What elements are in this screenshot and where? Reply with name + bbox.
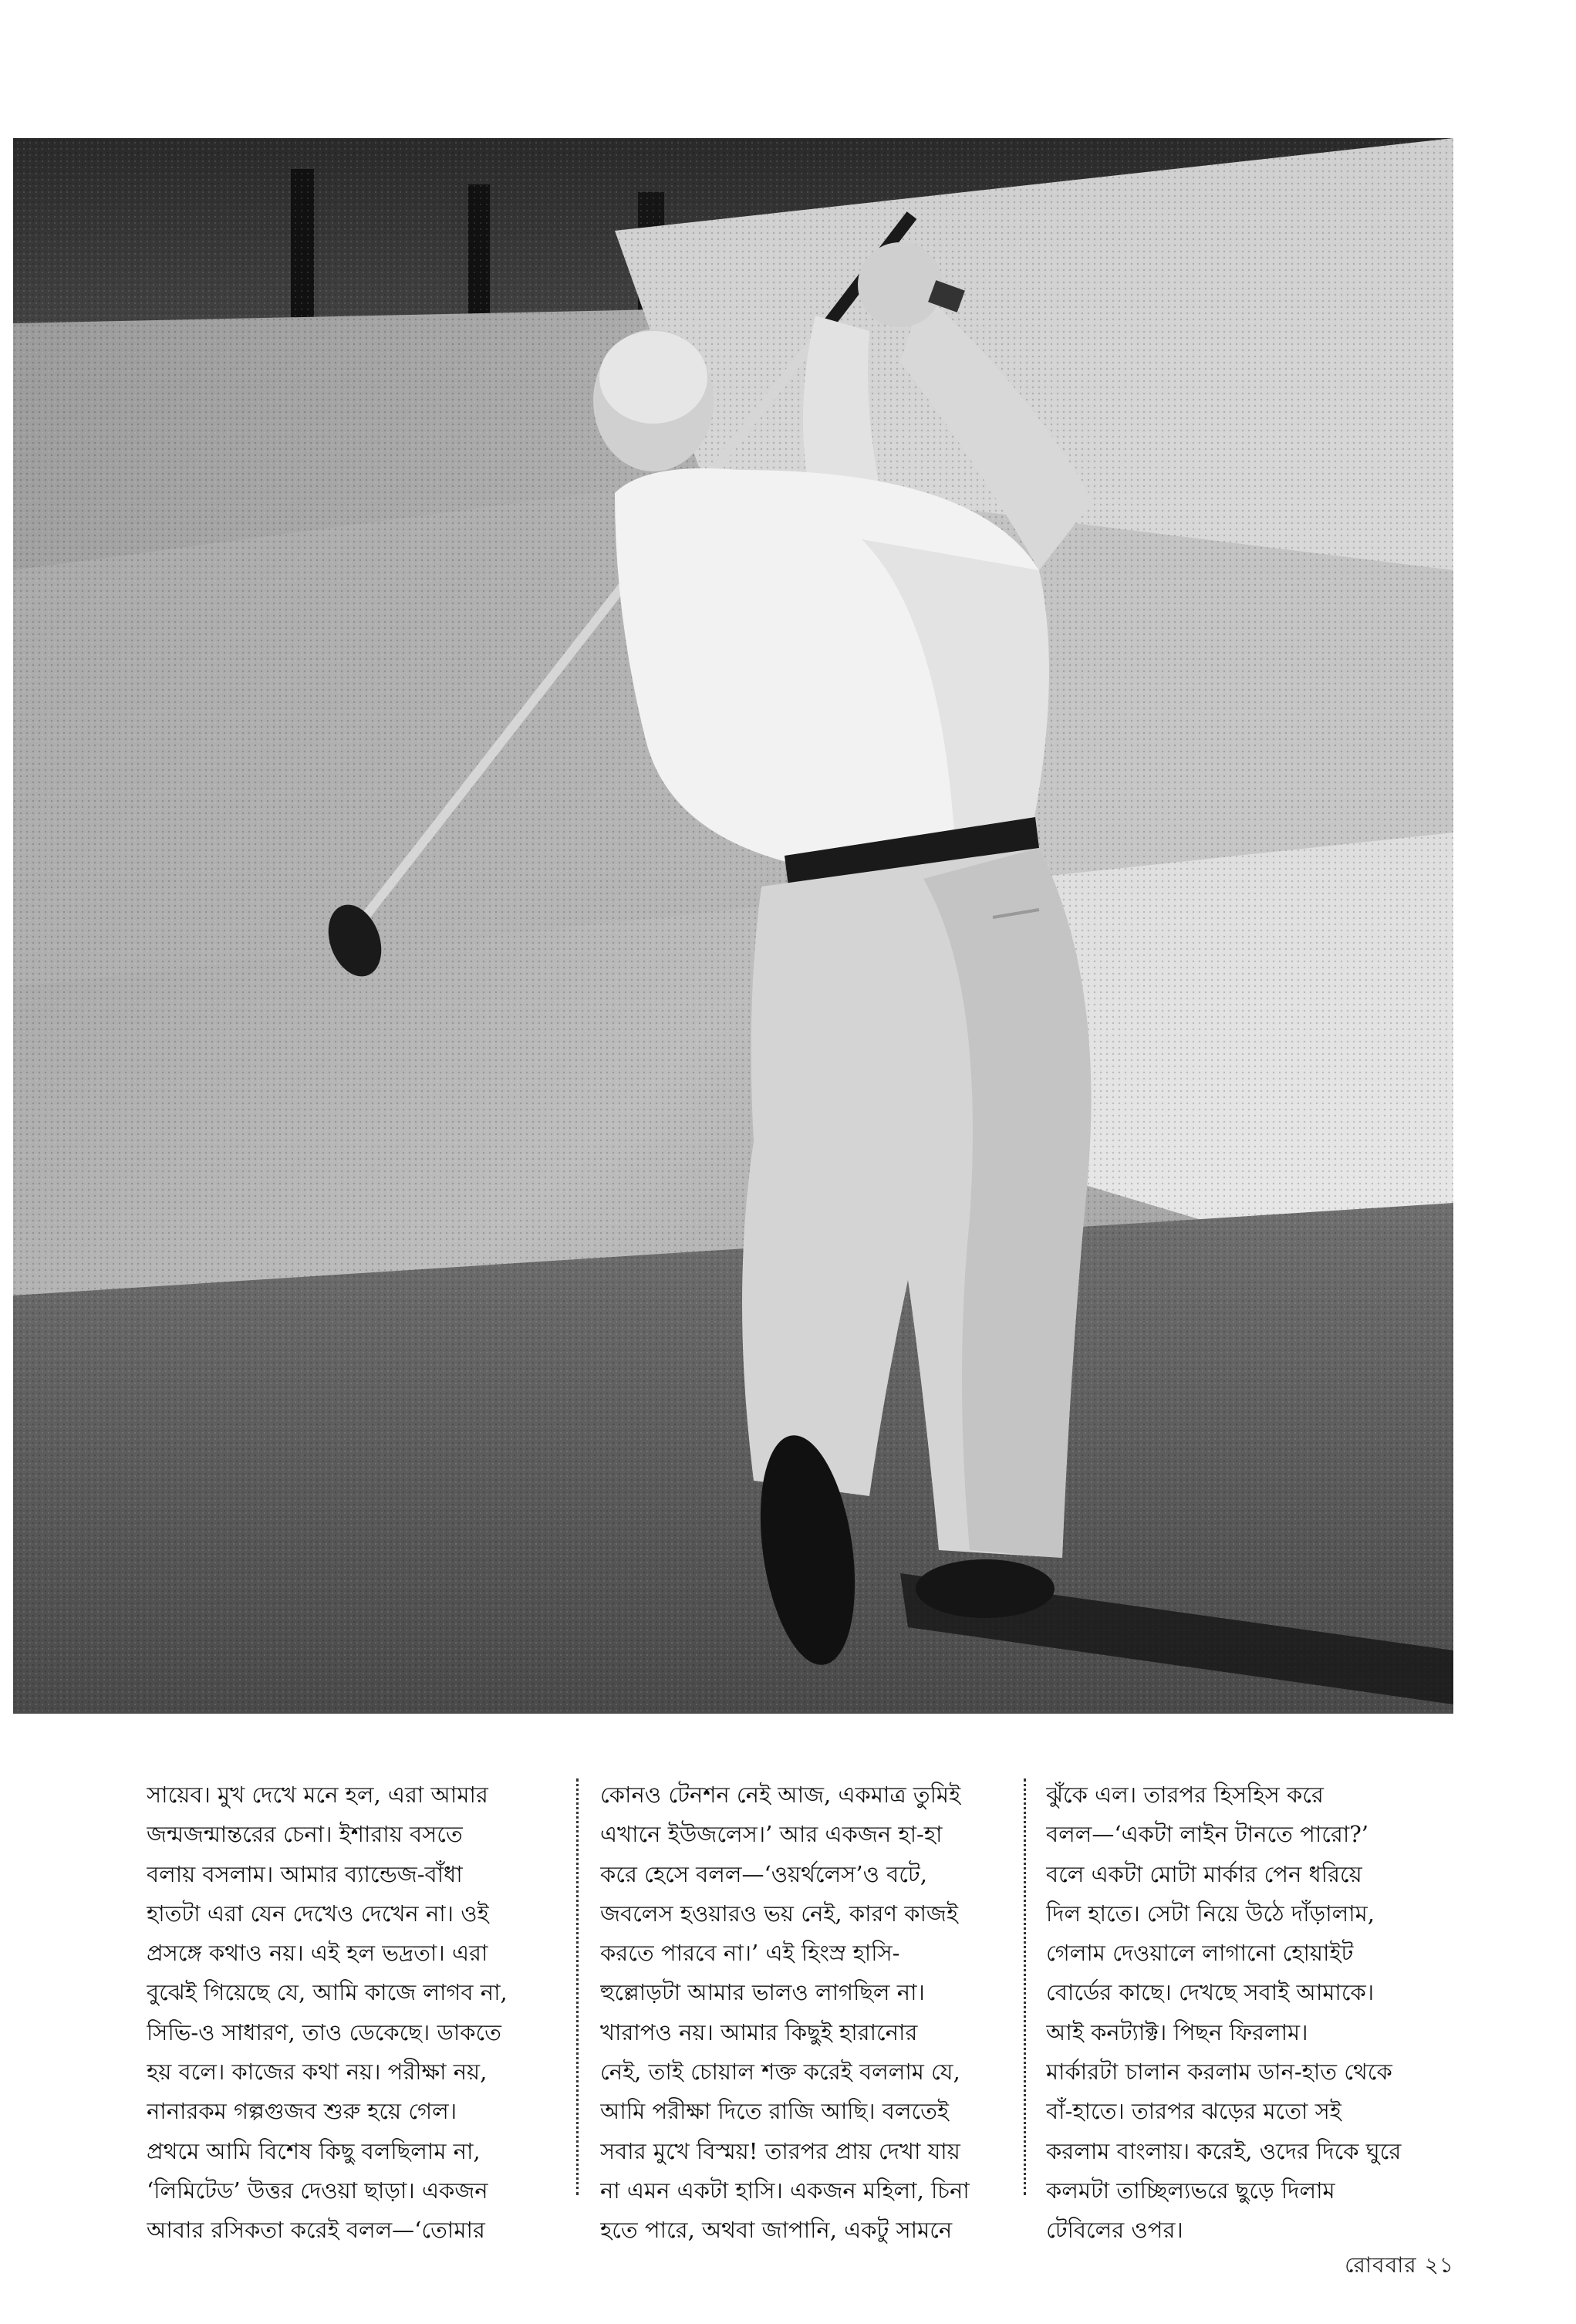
text-line: কোনও টেনশন নেই আজ, একমাত্র তুমিই: [600, 1782, 961, 1808]
text-line: করলাম বাংলায়। করেই, ওদের দিকে ঘুরে: [1046, 2137, 1402, 2164]
column-divider: [576, 1778, 579, 2195]
text-line: না এমন একটা হাসি। একজন মহিলা, চিনা: [600, 2177, 970, 2204]
text-line: নেই, তাই চোয়াল শক্ত করেই বললাম যে,: [600, 2059, 960, 2086]
page-folio: রোববার ২১: [1345, 2252, 1454, 2278]
text-line: আমি পরীক্ষা দিতে রাজি আছি। বলতেই: [600, 2098, 950, 2125]
text-line: হতে পারে, অথবা জাপানি, একটু সামনে: [600, 2217, 953, 2244]
text-line: জবলেস হওয়ারও ভয় নেই, কারণ কাজই: [600, 1900, 958, 1927]
text-line: বলে একটা মোটা মার্কার পেন ধরিয়ে: [1046, 1860, 1362, 1887]
text-line: হয় বলে। কাজের কথা নয়। পরীক্ষা নয়,: [147, 2059, 488, 2086]
text-line: আবার রসিকতা করেই বলল—‘তোমার: [147, 2217, 485, 2244]
text-line: নানারকম গল্পগুজব শুরু হয়ে গেল।: [147, 2098, 457, 2125]
text-line: বুঝেই গিয়েছে যে, আমি কাজে লাগব না,: [147, 1979, 508, 2006]
text-line: খারাপও নয়। আমার কিছুই হারানোর: [600, 2018, 918, 2045]
text-line: গেলাম দেওয়ালে লাগানো হোয়াইট: [1046, 1940, 1354, 1967]
text-line: হাতটা এরা যেন দেখেও দেখেন না। ওই: [147, 1900, 489, 1927]
text-line: টেবিলের ওপর।: [1046, 2217, 1183, 2244]
text-line: দিল হাতে। সেটা নিয়ে উঠে দাঁড়ালাম,: [1046, 1900, 1375, 1927]
text-line: বাঁ-হাতে। তারপর ঝড়ের মতো সই: [1046, 2098, 1341, 2125]
text-line: বোর্ডের কাছে। দেখছে সবাই আমাকে।: [1046, 1979, 1375, 2006]
column-divider: [1024, 1778, 1026, 2195]
text-column-1: [147, 1775, 548, 2251]
text-line: প্রসঙ্গে কথাও নয়। এই হল ভদ্রতা। এরা: [147, 1940, 488, 1967]
text-line: করে হেসে বলল—‘ওয়র্থলেস’ও বটে,: [600, 1860, 927, 1887]
text-line: এখানে ইউজলেস।’ আর একজন হা-হা: [600, 1821, 943, 1848]
text-line: ঝুঁকে এল। তারপর হিসহিস করে: [1046, 1782, 1324, 1808]
text-line: সায়েব। মুখ দেখে মনে হল, এরা আমার: [147, 1782, 488, 1808]
text-line: মার্কারটা চালান করলাম ডান-হাত থেকে: [1046, 2059, 1392, 2086]
text-line: প্রথমে আমি বিশেষ কিছু বলছিলাম না,: [147, 2137, 481, 2164]
article-body: [147, 1775, 1458, 2244]
golfer-photo: [13, 138, 1453, 1714]
text-line: বলায় বসলাম। আমার ব্যান্ডেজ-বাঁধা: [147, 1860, 463, 1887]
text-column-3: [1046, 1775, 1447, 2251]
text-column-2: [600, 1775, 1001, 2251]
text-line: সবার মুখে বিস্ময়! তারপর প্রায় দেখা যায়: [600, 2137, 960, 2164]
text-line: করতে পারবে না।’ এই হিংস্র হাসি-: [600, 1940, 900, 1967]
text-line: হুল্লোড়টা আমার ভালও লাগছিল না।: [600, 1979, 925, 2006]
text-line: কলমটা তাচ্ছিল্যভরে ছুড়ে দিলাম: [1046, 2177, 1335, 2204]
text-line: জন্মজন্মান্তরের চেনা। ইশারায় বসতে: [147, 1821, 463, 1848]
text-line: ‘লিমিটেড’ উত্তর দেওয়া ছাড়া। একজন: [147, 2177, 488, 2204]
text-line: আই কনট্যাক্ট। পিছন ফিরলাম।: [1046, 2018, 1308, 2045]
text-line: বলল—‘একটা লাইন টানতে পারো?’: [1046, 1821, 1369, 1848]
golfer-photo-icon: [13, 138, 1453, 1714]
text-line: সিভি-ও সাধারণ, তাও ডেকেছে। ডাকতে: [147, 2018, 501, 2045]
